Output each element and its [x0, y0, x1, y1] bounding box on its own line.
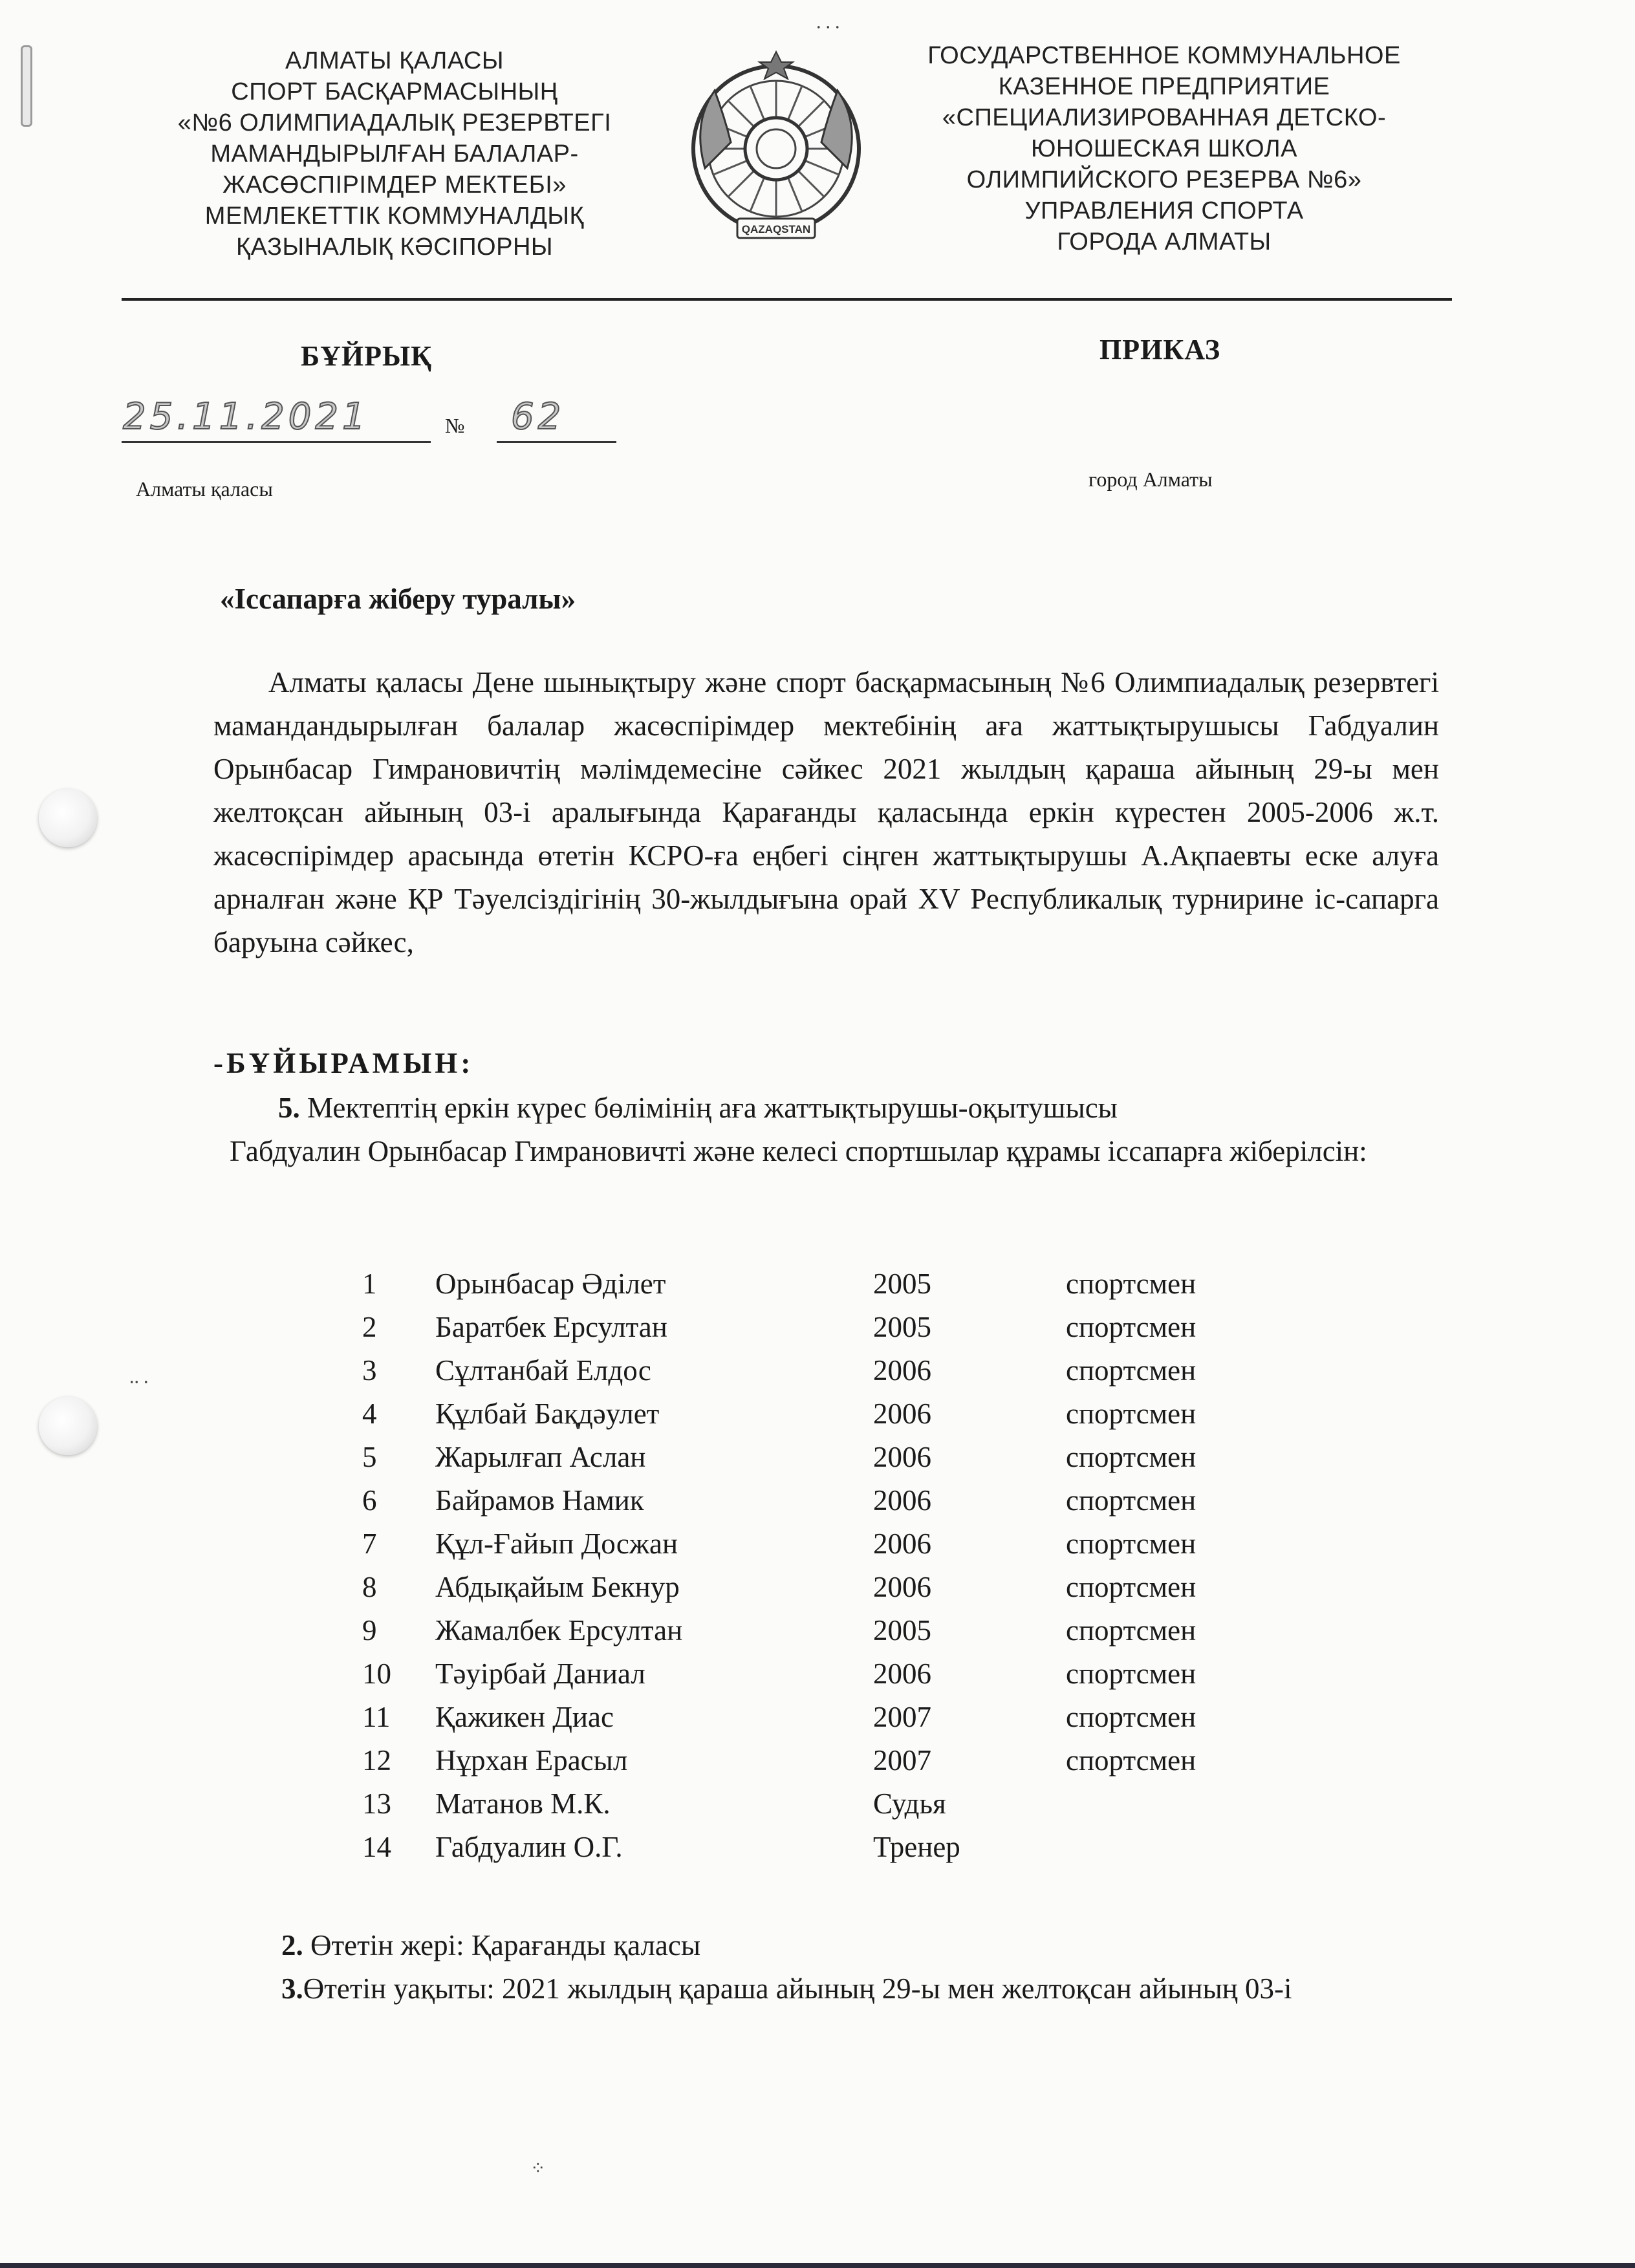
roster-num: 3: [362, 1354, 377, 1387]
item-2: [281, 1924, 700, 1967]
roster-num: 5: [362, 1441, 377, 1473]
roster-name: Матанов М.К.: [435, 1787, 611, 1820]
order-title-ru: ПРИКАЗ: [1099, 334, 1221, 365]
header-right-line: УПРАВЛЕНИЯ СПОРТА: [1024, 197, 1304, 224]
roster-name: Габдуалин О.Г.: [435, 1831, 623, 1863]
roster-year: 2006: [873, 1441, 931, 1473]
roster-num: 14: [362, 1831, 391, 1863]
roster-role: спортсмен: [1066, 1571, 1196, 1603]
date-line: [122, 441, 431, 443]
item-5-number: 5.: [278, 1092, 300, 1124]
roster-role: спортсмен: [1066, 1311, 1196, 1343]
header-right-line: ГОСУДАРСТВЕННОЕ КОММУНАЛЬНОЕ: [927, 42, 1401, 69]
item-5-line1: Мектептің еркін күрес бөлімінің аға жаттықтырушы-оқытушысы: [299, 1092, 1118, 1124]
order-date: 25.11.2021: [123, 396, 369, 438]
roster-role: спортсмен: [1066, 1701, 1196, 1733]
roster-role: спортсмен: [1066, 1268, 1196, 1300]
punch-hole-bottom: [39, 1397, 97, 1455]
roster-name: Құл-Ғайып Досжан: [435, 1528, 678, 1560]
roster-year: Судья: [873, 1787, 946, 1820]
header-left-line: МАМАНДЫРЫЛҒАН БАЛАЛАР-: [210, 140, 579, 167]
roster-role: спортсмен: [1066, 1398, 1196, 1430]
binder-clip-mark: [21, 45, 32, 127]
roster-name: Орынбасар Әділет: [435, 1268, 666, 1300]
item-3: [281, 1967, 1439, 2011]
header-right-line: ОЛИМПИЙСКОГО РЕЗЕРВА №6»: [966, 166, 1362, 193]
roster-num: 7: [362, 1528, 377, 1560]
roster-year: 2007: [873, 1744, 931, 1777]
roster-name: Сұлтанбай Елдос: [435, 1354, 651, 1387]
scan-edge: [0, 2263, 1635, 2268]
item-5: [213, 1086, 1439, 1173]
number-sign: №: [445, 414, 465, 437]
order-title-kz: БҰЙРЫҚ: [301, 340, 433, 372]
roster-role: спортсмен: [1066, 1744, 1196, 1777]
state-emblem-icon: [686, 45, 867, 265]
scan-speck: ⸱⸱ ⸱: [129, 1373, 149, 1393]
header-right-line: «СПЕЦИАЛИЗИРОВАННАЯ ДЕТСКО-: [942, 104, 1387, 131]
roster-year: 2005: [873, 1311, 931, 1343]
roster-num: 9: [362, 1614, 377, 1647]
roster-year: 2006: [873, 1484, 931, 1517]
header-left-line: «№6 ОЛИМПИАДАЛЫҚ РЕЗЕРВТЕГІ: [177, 109, 612, 136]
roster-name: Құлбай Бақдәулет: [435, 1398, 660, 1430]
roster-num: 12: [362, 1744, 391, 1777]
roster-num: 2: [362, 1311, 377, 1343]
order-number: 62: [511, 396, 565, 438]
roster-role: спортсмен: [1066, 1658, 1196, 1690]
header-left-line: АЛМАТЫ ҚАЛАСЫ: [285, 47, 504, 74]
header-left-line: ҚАЗЫНАЛЫҚ КӘСІПОРНЫ: [235, 233, 554, 261]
roster-year: Тренер: [873, 1831, 960, 1863]
roster-role: спортсмен: [1066, 1528, 1196, 1560]
header-right-line: ГОРОДА АЛМАТЫ: [1057, 228, 1272, 255]
roster-name: Байрамов Намик: [435, 1484, 644, 1517]
roster-year: 2006: [873, 1528, 931, 1560]
roster-num: 8: [362, 1571, 377, 1603]
directive-heading: -БҰЙЫРАМЫН:: [213, 1047, 474, 1079]
header-right-line: КАЗЕННОЕ ПРЕДПРИЯТИЕ: [998, 73, 1330, 100]
header-divider: [122, 298, 1452, 301]
header-left-line: СПОРТ БАСҚАРМАСЫНЫҢ: [231, 78, 558, 105]
scan-speck: ⁘: [530, 2159, 546, 2179]
roster-year: 2007: [873, 1701, 931, 1733]
item-3-text: Өтетін уақыты: 2021 жылдың қараша айының 29-ы мен желтоқсан айының 03-і: [303, 1972, 1292, 2005]
roster-name: Баратбек Ерсултан: [435, 1311, 667, 1343]
scan-speck: ⸱ ⸱ ⸱: [816, 18, 840, 38]
roster-num: 13: [362, 1787, 391, 1820]
header-right-line: ЮНОШЕСКАЯ ШКОЛА: [1031, 135, 1297, 162]
roster-year: 2006: [873, 1571, 931, 1603]
punch-hole-top: [39, 789, 97, 847]
header-left-line: ЖАСӨСПІРІМДЕР МЕКТЕБІ»: [222, 171, 567, 199]
roster-name: Абдықайым Бекнур: [435, 1571, 680, 1603]
intro-text: Алматы қаласы Дене шынықтыру және спорт басқармасының №6 Олимпиадалық резервтегі мамандандырылған балалар жасөспірімдер мектебінің аға жаттықтырушысы Габдуалин Орынбасар Гимрановичтің мәлімдемесіне сәйкес 2021 жылдың қараша айының 29-ы мен желтоқсан айының 03-і аралығында Қарағанды қаласында еркін күрестен 2005-2006 ж.т. жасөспірімдер арасында өтетін КСРО-ға еңбегі сіңген жаттықтырушы А.Ақпаевты еске алуға арналған және ҚР Тәуелсіздігінің 30-жылдығына орай XV Республикалық турнирине іс-сапарга баруына сәйкес,: [213, 666, 1439, 958]
roster-role: спортсмен: [1066, 1614, 1196, 1647]
roster-year: 2006: [873, 1398, 931, 1430]
header-left-line: МЕМЛЕКЕТТІК КОММУНАЛДЫҚ: [204, 202, 585, 230]
roster-role: спортсмен: [1066, 1441, 1196, 1473]
city-ru: город Алматы: [1088, 468, 1213, 491]
item-5-rest: Габдуалин Орынбасар Гимрановичті және келесі спортшылар құрамы іссапарға жіберілсін:: [230, 1135, 1367, 1167]
header-right-ru: [860, 40, 1468, 257]
city-kz: Алматы қаласы: [136, 477, 273, 501]
roster-name: Нұрхан Ерасыл: [435, 1744, 628, 1777]
roster-name: Жарылғап Аслан: [435, 1441, 646, 1473]
roster-role: спортсмен: [1066, 1354, 1196, 1387]
roster-role: спортсмен: [1066, 1484, 1196, 1517]
number-line: [497, 441, 616, 443]
roster-name: Қажикен Диас: [435, 1701, 614, 1733]
roster-name: Тәуірбай Даниал: [435, 1658, 645, 1690]
header-left-kz: [116, 45, 673, 263]
roster-year: 2005: [873, 1614, 931, 1647]
roster-year: 2006: [873, 1354, 931, 1387]
roster-num: 10: [362, 1658, 391, 1690]
roster-num: 11: [362, 1701, 391, 1733]
roster-num: 4: [362, 1398, 377, 1430]
item-3-number: 3.: [281, 1972, 303, 2005]
roster-year: 2006: [873, 1658, 931, 1690]
roster-name: Жамалбек Ерсултан: [435, 1614, 683, 1647]
intro-paragraph: [213, 661, 1439, 964]
roster-num: 6: [362, 1484, 377, 1517]
item-2-text: Өтетін жері: Қарағанды қаласы: [303, 1929, 701, 1961]
order-subject: «Іссапарға жіберу туралы»: [220, 583, 576, 615]
roster-num: 1: [362, 1268, 377, 1300]
roster-year: 2005: [873, 1268, 931, 1300]
item-2-number: 2.: [281, 1929, 303, 1961]
emblem-text: QAZAQSTAN: [741, 223, 811, 235]
